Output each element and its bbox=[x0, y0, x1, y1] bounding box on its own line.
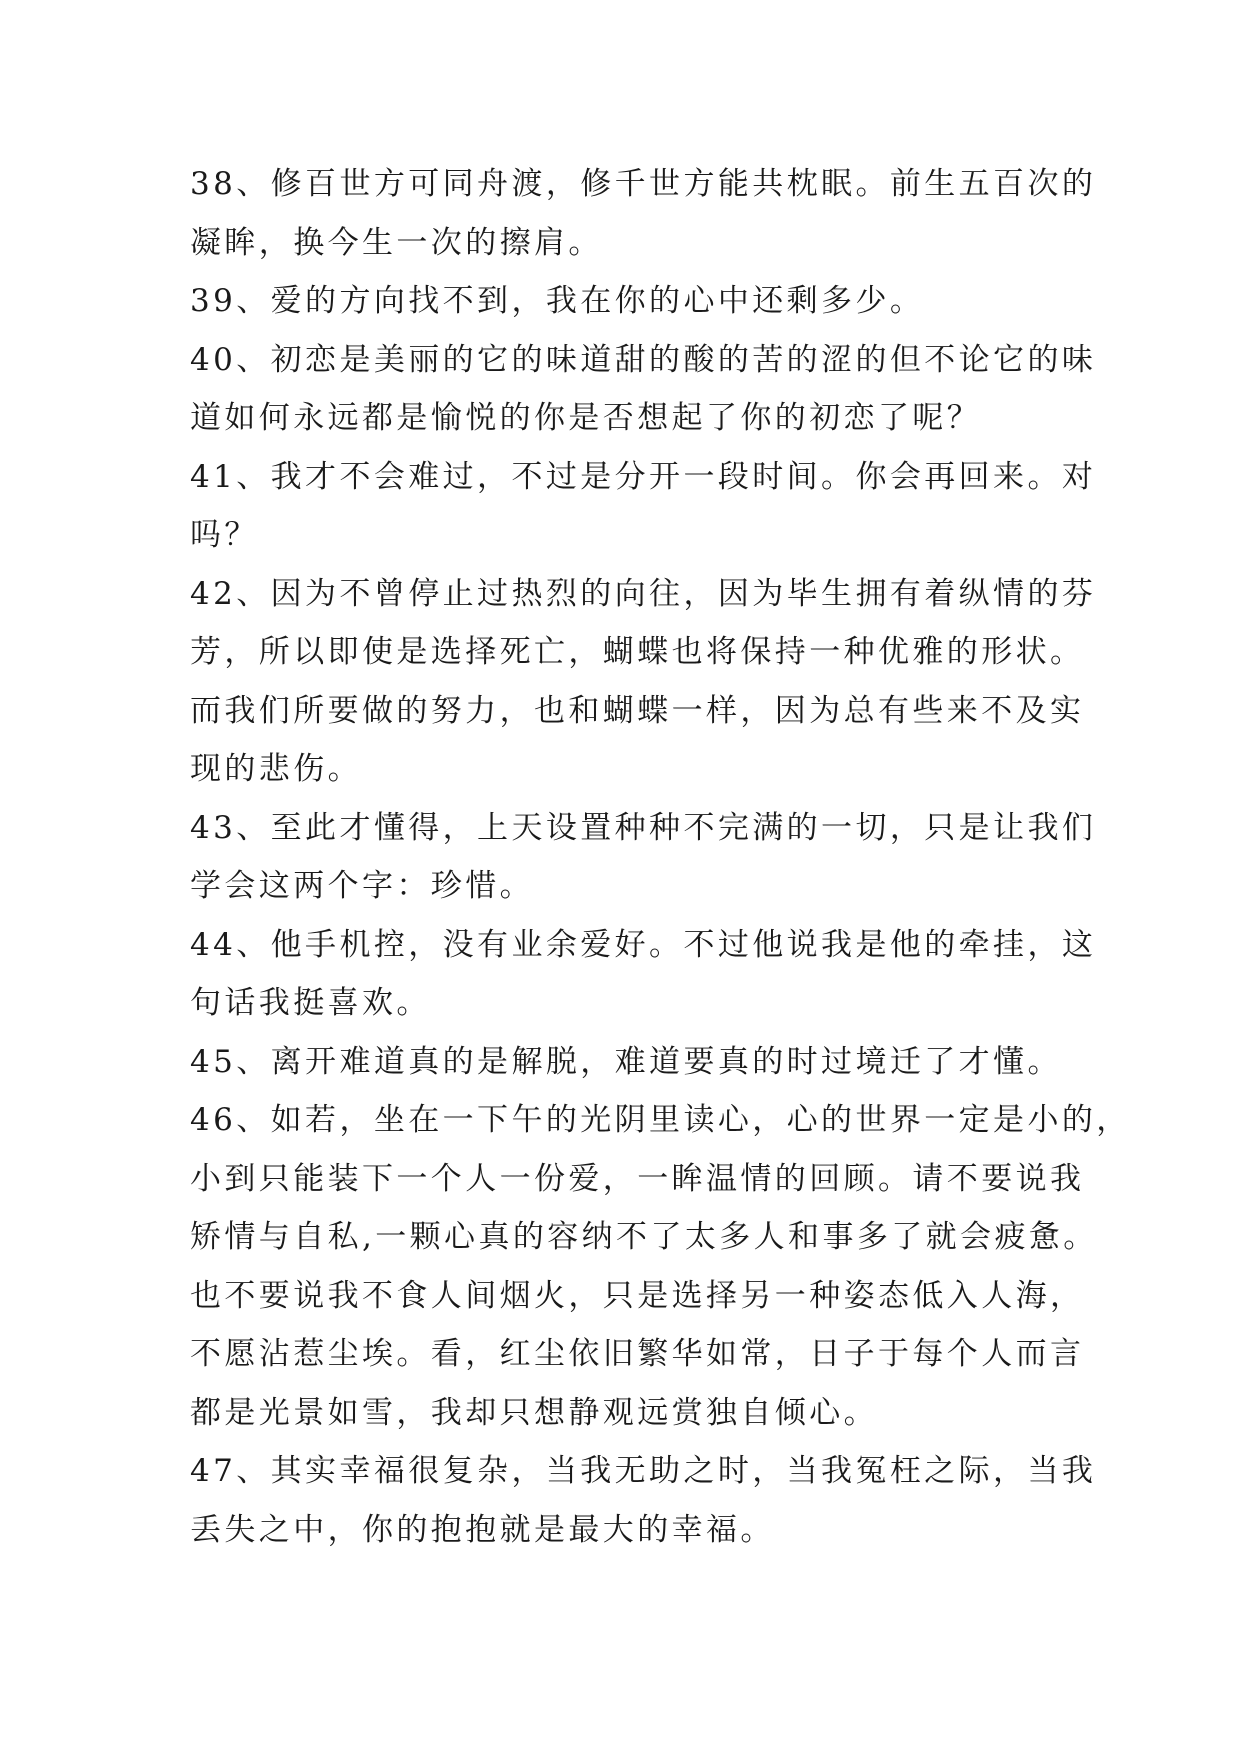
text-line: 39、爱的方向找不到，我在你的心中还剩多少。 bbox=[190, 283, 925, 319]
text-line: 吗？ bbox=[190, 517, 259, 553]
text-line: 学会这两个字：珍惜。 bbox=[190, 868, 534, 904]
text-line: 42、因为不曾停止过热烈的向往，因为毕生拥有着纵情的芬 bbox=[190, 575, 1097, 612]
document-body bbox=[190, 155, 1131, 1559]
text-line: 41、我才不会难过，不过是分开一段时间。你会再回来。对 bbox=[190, 458, 1097, 495]
text-line: 43、至此才懂得，上天设置种种不完满的一切，只是让我们 bbox=[190, 809, 1097, 846]
text-line: 40、初恋是美丽的它的味道甜的酸的苦的涩的但不论它的味 bbox=[190, 341, 1097, 378]
text-line: 小到只能装下一个人一份爱，一眸温情的回顾。请不要说我 bbox=[190, 1160, 1085, 1197]
text-line: 45、离开难道真的是解脱，难道要真的时过境迁了才懂。 bbox=[190, 1043, 1062, 1080]
text-line: 现的悲伤。 bbox=[190, 751, 362, 787]
text-line: 凝眸，换今生一次的擦肩。 bbox=[190, 224, 603, 261]
text-line: 丢失之中，你的抱抱就是最大的幸福。 bbox=[190, 1511, 775, 1548]
text-line: 道如何永远都是愉悦的你是否想起了你的初恋了呢？ bbox=[190, 400, 982, 436]
text-line: 而我们所要做的努力，也和蝴蝶一样，因为总有些来不及实 bbox=[190, 692, 1085, 729]
text-line: 芳，所以即使是选择死亡，蝴蝶也将保持一种优雅的形状。 bbox=[190, 634, 1085, 670]
text-line: 46、如若，坐在一下午的光阴里读心，心的世界一定是小的， bbox=[190, 1102, 1131, 1138]
text-line: 矫情与自私,一颗心真的容纳不了太多人和事多了就会疲惫。 bbox=[190, 1219, 1098, 1255]
text-line: 也不要说我不食人间烟火，只是选择另一种姿态低入人海， bbox=[190, 1277, 1085, 1314]
text-line: 不愿沾惹尘埃。看，红尘依旧繁华如常，日子于每个人而言 bbox=[190, 1336, 1085, 1372]
text-line: 都是光景如雪，我却只想静观远赏独自倾心。 bbox=[190, 1394, 878, 1431]
text-line: 38、修百世方可同舟渡，修千世方能共枕眠。前生五百次的 bbox=[190, 166, 1097, 202]
text-line: 47、其实幸福很复杂，当我无助之时，当我冤枉之际，当我 bbox=[190, 1453, 1097, 1489]
text-line: 44、他手机控，没有业余爱好。不过他说我是他的牵挂，这 bbox=[190, 926, 1097, 963]
text-line: 句话我挺喜欢。 bbox=[190, 985, 431, 1021]
